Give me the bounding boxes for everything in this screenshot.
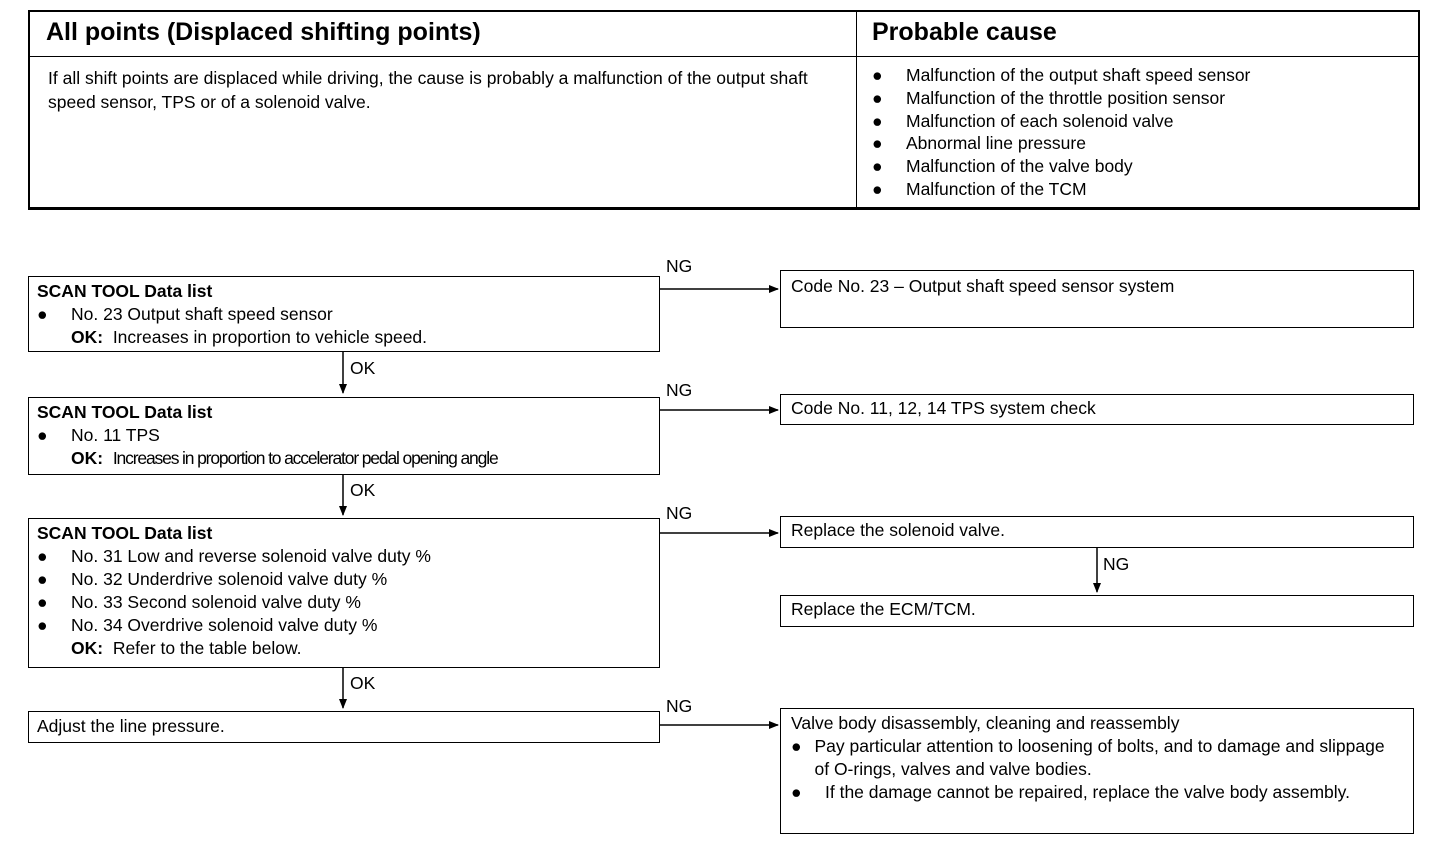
ok-prefix: OK: bbox=[71, 327, 104, 347]
table-header-symptom: All points (Displaced shifting points) bbox=[46, 18, 481, 46]
ok-criterion: OK: Increases in proportion to vehicle speed. bbox=[71, 327, 428, 347]
list-item: ● No. 23 Output shaft speed sensor bbox=[37, 304, 333, 324]
list-item: ● Malfunction of the output shaft speed sensor bbox=[872, 65, 1251, 85]
ok-criterion: OK: Increases in proportion to accelerator pedal opening angle bbox=[71, 448, 498, 468]
check-step-tps bbox=[28, 397, 660, 475]
list-item: ● Pay particular attention to loosening of bolts, and to damage and slippage of O-rings, valves and valve bodies. bbox=[791, 736, 1385, 779]
list-item: ● No. 31 Low and reverse solenoid valve duty % bbox=[37, 546, 431, 566]
table-header-probable-cause: Probable cause bbox=[872, 18, 1057, 46]
bullet-icon: ● bbox=[791, 736, 802, 756]
result-title: Valve body disassembly, cleaning and reassembly bbox=[791, 713, 1180, 733]
check-step-solenoid-valves bbox=[28, 518, 660, 668]
step-title: SCAN TOOL Data list bbox=[37, 402, 213, 422]
list-item: ● No. 34 Overdrive solenoid valve duty % bbox=[37, 615, 378, 635]
list-item: ● No. 32 Underdrive solenoid valve duty % bbox=[37, 569, 388, 589]
result-text: Replace the ECM/TCM. bbox=[791, 599, 976, 619]
bullet-icon: ● bbox=[872, 156, 883, 177]
ok-label: OK bbox=[350, 673, 376, 693]
result-replace-solenoid bbox=[780, 516, 1414, 548]
list-item: ● If the damage cannot be repaired, replace the valve body assembly. bbox=[791, 782, 1350, 802]
bullet-icon: ● bbox=[872, 87, 883, 108]
list-item: ● Malfunction of each solenoid valve bbox=[872, 110, 1174, 131]
list-item: ● Malfunction of the TCM bbox=[872, 178, 1087, 199]
result-text: Code No. 23 – Output shaft speed sensor system bbox=[791, 276, 1175, 296]
result-text: Code No. 11, 12, 14 TPS system check bbox=[791, 398, 1096, 418]
check-step-output-shaft-sensor bbox=[28, 276, 660, 352]
result-valve-body bbox=[780, 708, 1414, 834]
step-text: Adjust the line pressure. bbox=[37, 716, 225, 736]
bullet-icon: ● bbox=[872, 65, 883, 85]
list-item: ● Abnormal line pressure bbox=[872, 133, 1086, 154]
result-code-23 bbox=[780, 270, 1414, 328]
symptom-description: If all shift points are displaced while driving, the cause is probably a malfunction of the output shaft speed sensor, TPS or of a solenoid valve. bbox=[48, 68, 808, 112]
bullet-icon: ● bbox=[37, 546, 48, 566]
bullet-icon: ● bbox=[37, 569, 48, 589]
result-code-tps bbox=[780, 394, 1414, 425]
ng-label: NG bbox=[666, 503, 693, 523]
ng-label: NG bbox=[666, 256, 693, 276]
ok-label: OK bbox=[350, 480, 376, 500]
bullet-icon: ● bbox=[37, 592, 48, 612]
list-item: ● No. 33 Second solenoid valve duty % bbox=[37, 592, 361, 612]
bullet-icon: ● bbox=[37, 425, 48, 445]
step-adjust-line-pressure bbox=[28, 711, 660, 743]
bullet-icon: ● bbox=[872, 110, 883, 131]
list-item: ● No. 11 TPS bbox=[37, 425, 160, 445]
result-text: Replace the solenoid valve. bbox=[791, 520, 1006, 540]
ok-prefix: OK: bbox=[71, 638, 104, 658]
ng-label: NG bbox=[666, 696, 693, 716]
ng-label: NG bbox=[1103, 554, 1130, 574]
ng-label: NG bbox=[666, 380, 693, 400]
list-item: ● Malfunction of the valve body bbox=[872, 156, 1133, 177]
bullet-icon: ● bbox=[37, 304, 48, 324]
ok-label: OK bbox=[350, 358, 376, 378]
bullet-icon: ● bbox=[37, 615, 48, 635]
step-title: SCAN TOOL Data list bbox=[37, 523, 213, 543]
list-item: ● Malfunction of the throttle position sensor bbox=[872, 87, 1226, 108]
bullet-icon: ● bbox=[872, 178, 883, 199]
ok-criterion: OK: Refer to the table below. bbox=[71, 638, 302, 658]
ok-prefix: OK: bbox=[71, 448, 104, 468]
bullet-icon: ● bbox=[791, 782, 802, 802]
result-replace-ecm-tcm bbox=[780, 595, 1414, 627]
step-title: SCAN TOOL Data list bbox=[37, 281, 213, 301]
bullet-icon: ● bbox=[872, 133, 883, 154]
